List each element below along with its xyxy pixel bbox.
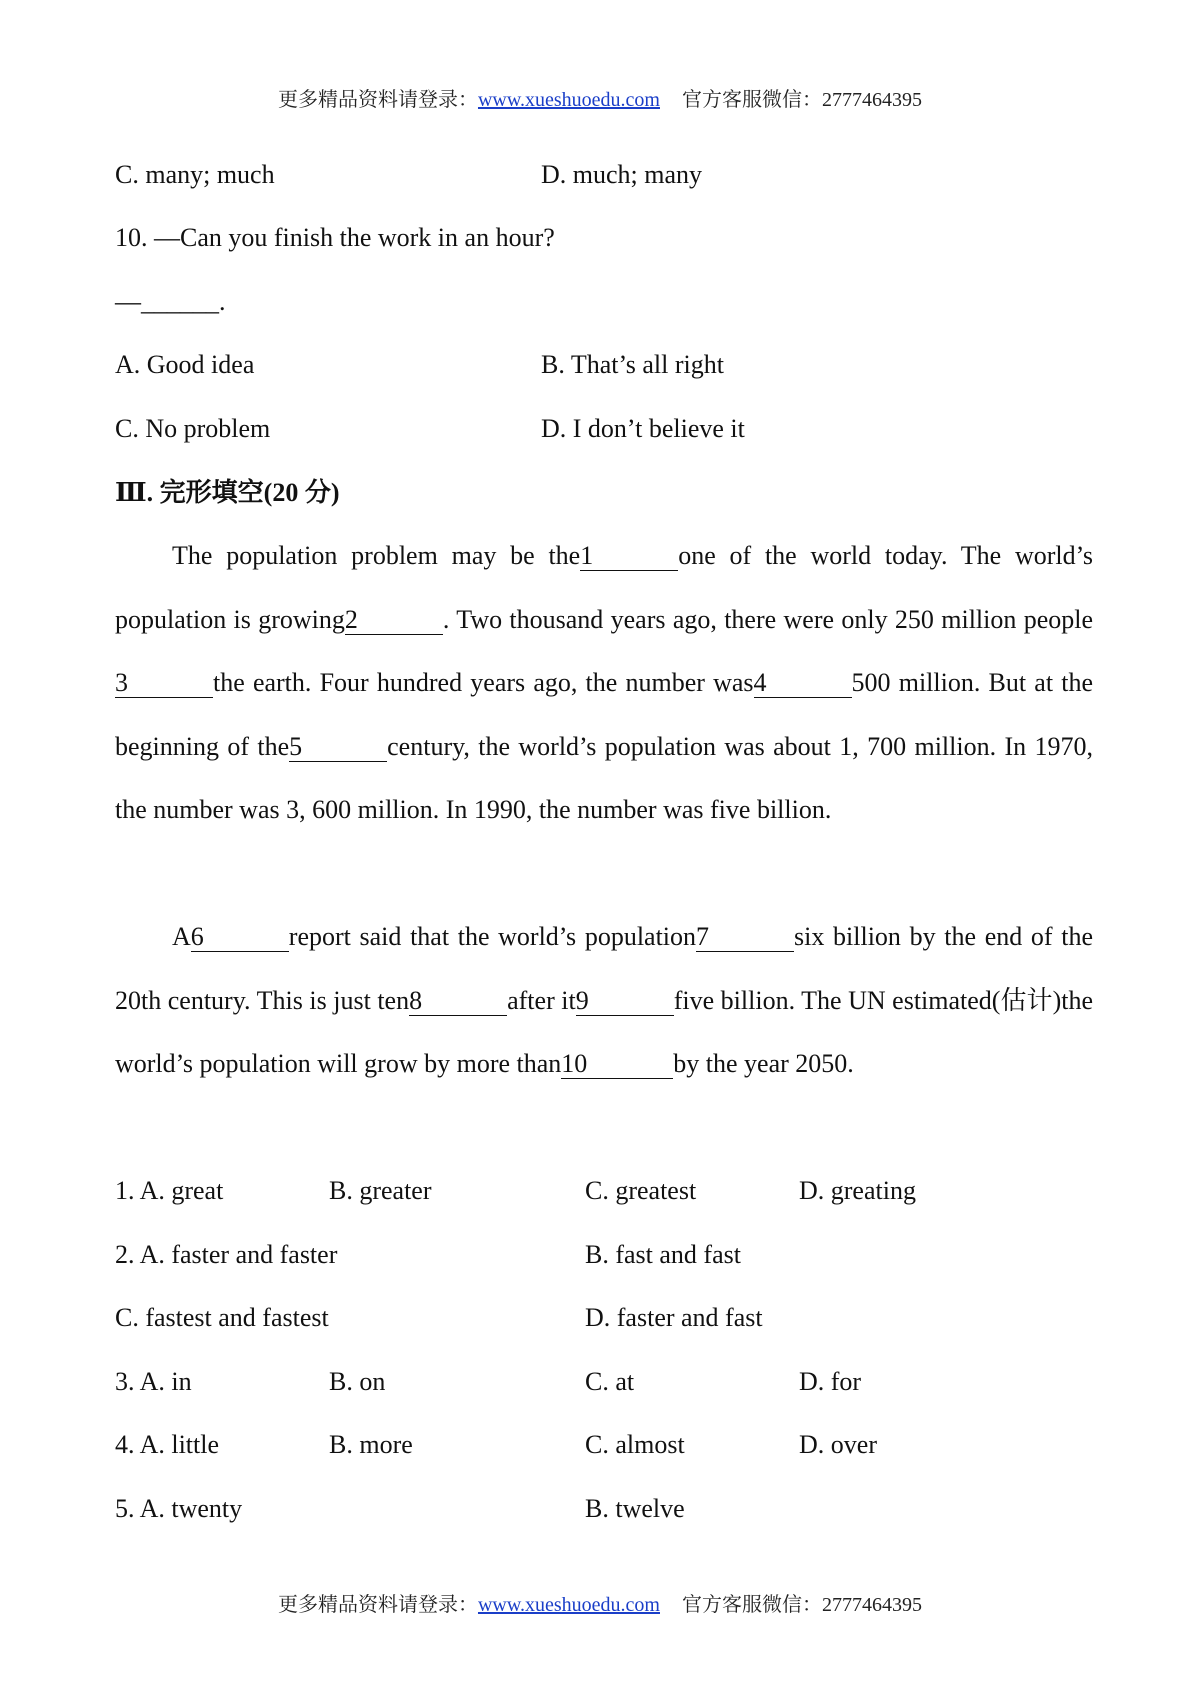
q1-option-d: D. greating: [799, 1176, 916, 1205]
q10-option-a: A. Good idea: [115, 350, 255, 379]
passage-text: The population problem may be the: [172, 541, 581, 570]
q3-option-a: 3. A. in: [115, 1367, 192, 1396]
blank-9: 9: [576, 987, 674, 1016]
passage-text: . Two thousand years ago, there were only 250 million people: [442, 604, 1093, 634]
blank-7: 7: [696, 923, 794, 952]
q10-option-d: D. I don’t believe it: [541, 414, 745, 443]
blank-3: 3: [115, 669, 213, 698]
passage-text: by the year 2050.: [673, 1049, 854, 1078]
q1-option-b: B. greater: [329, 1176, 432, 1205]
passage-text: five billion. The UN estimated(估计)the world’s population will grow by more than: [115, 985, 1093, 1078]
blank-5: 5: [289, 733, 387, 762]
header-service: 官方客服微信：2777464395: [682, 89, 922, 111]
passage-text: one of the world today. The world’s population is growing: [115, 541, 1093, 634]
page-footer: [0, 1592, 1200, 1618]
q5-option-a: 5. A. twenty: [115, 1494, 243, 1523]
q10-option-b: B. That’s all right: [541, 350, 724, 379]
cloze-passage-1: [115, 524, 1093, 842]
footer-prefix: 更多精品资料请登录：: [277, 1594, 478, 1616]
header-prefix: 更多精品资料请登录：: [277, 89, 478, 111]
q2-option-a: 2. A. faster and faster: [115, 1240, 338, 1269]
header-link[interactable]: www.xueshuoedu.com: [477, 89, 660, 111]
q10-answer-line: —______.: [115, 287, 226, 316]
blank-4: 4: [754, 669, 852, 698]
page-header: [0, 87, 1200, 113]
q3-option-b: B. on: [329, 1367, 386, 1396]
q2-option-d: D. faster and fast: [585, 1303, 763, 1332]
cloze-passage-2: [115, 905, 1093, 1096]
blank-10: 10: [561, 1050, 673, 1079]
q4-option-c: C. almost: [585, 1430, 685, 1459]
q4-option-b: B. more: [329, 1430, 413, 1459]
blank-2: 2: [345, 606, 443, 635]
section-3-title: Ⅲ. 完形填空(20 分): [115, 478, 340, 507]
q4-option-d: D. over: [799, 1430, 877, 1459]
passage-text: the earth. Four hundred years ago, the number was: [213, 668, 754, 697]
passage-text: 500 million. But at the beginning of the: [115, 668, 1093, 761]
blank-8: 8: [409, 987, 507, 1016]
q1-option-c: C. greatest: [585, 1176, 697, 1205]
q9-option-d: D. much; many: [541, 160, 703, 189]
passage-text: six billion by the end of the 20th century. This is just ten: [115, 922, 1093, 1015]
q10-option-c: C. No problem: [115, 414, 271, 443]
passage-text: report said that the world’s population: [288, 922, 697, 951]
blank-1: 1: [580, 542, 678, 571]
q2-option-b: B. fast and fast: [585, 1240, 741, 1269]
footer-service: 官方客服微信：2777464395: [682, 1594, 922, 1616]
q4-option-a: 4. A. little: [115, 1430, 219, 1459]
passage-text: century, the world’s population was about 1, 700 million. In 1970, the number was 3, 600 million. In 1990, the number was five billion.: [115, 731, 1093, 824]
q3-option-c: C. at: [585, 1367, 635, 1396]
q9-option-c: C. many; much: [115, 160, 275, 189]
q5-option-b: B. twelve: [585, 1494, 685, 1523]
q1-option-a: 1. A. great: [115, 1176, 224, 1205]
q3-option-d: D. for: [799, 1367, 862, 1396]
footer-link[interactable]: www.xueshuoedu.com: [477, 1594, 660, 1616]
blank-6: 6: [191, 923, 289, 952]
q10-stem: 10. —Can you finish the work in an hour?: [115, 223, 555, 252]
passage-text: A: [172, 922, 191, 951]
q2-option-c: C. fastest and fastest: [115, 1303, 329, 1332]
passage-text: after it: [507, 985, 576, 1015]
